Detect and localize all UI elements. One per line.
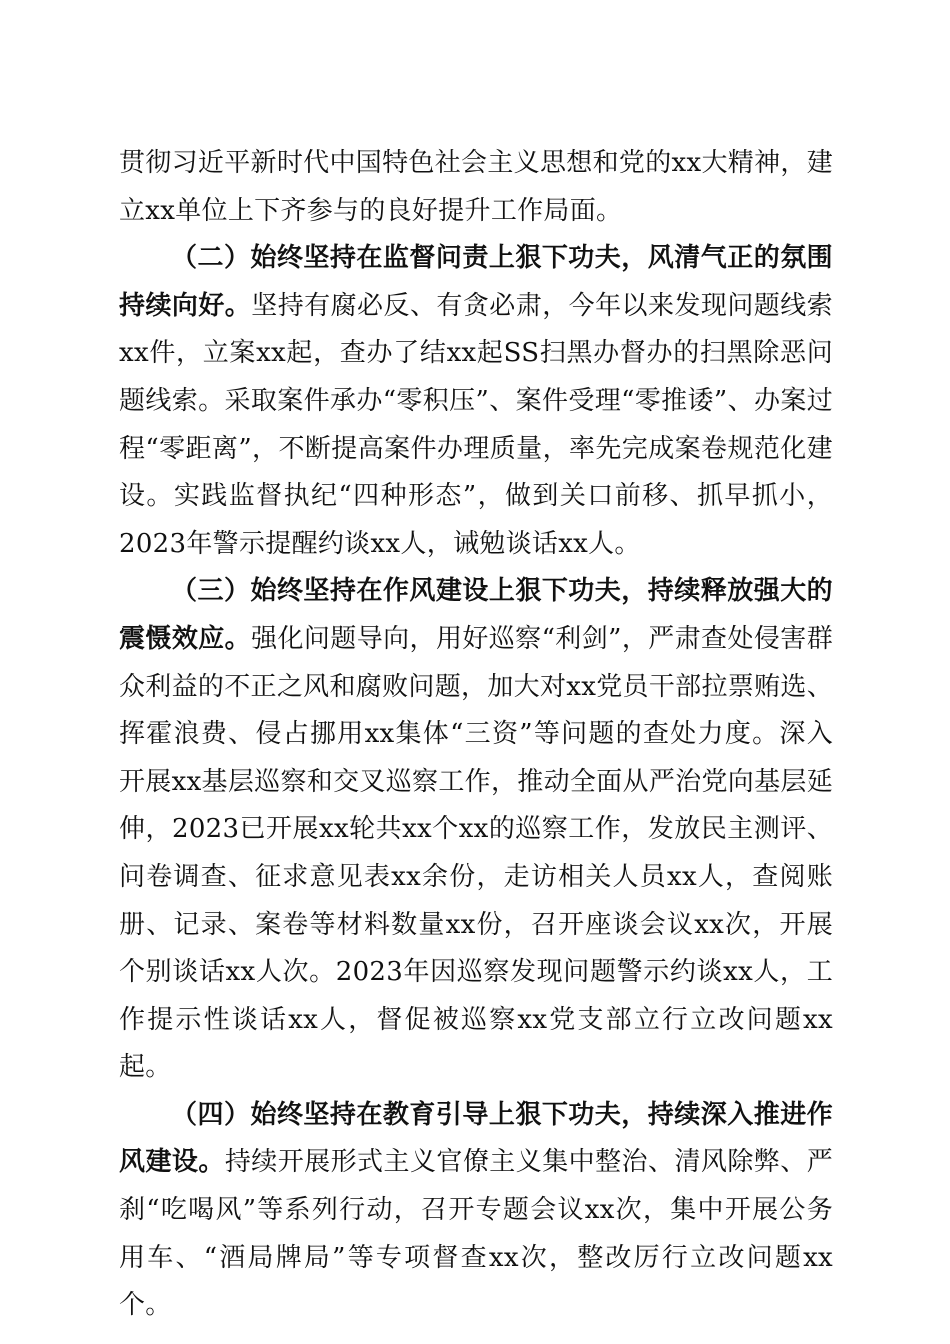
document-body <box>119 140 833 1330</box>
paragraph-section-3 <box>119 568 833 1092</box>
paragraph-continuation <box>119 140 833 235</box>
paragraph-text: 坚持有腐必反、有贪必肃，今年以来发现问题线索xx件，立案xx起，查办了结xx起SS扫黑办督办的扫黑除恶问题线索。采取案件承办“零积压”、案件受理“零推诿”、办案过程“零距离”，不断提高案件办理质量，率先完成案卷规范化建设。实践监督执纪“四种形态”，做到关口前移、抓早抓小，2023年警示提醒约谈xx人，诫勉谈话xx人。 <box>119 290 833 559</box>
paragraph-section-2 <box>119 235 833 568</box>
paragraph-text: 持续开展形式主义官僚主义集中整治、清风除弊、严刹“吃喝风”等系列行动，召开专题会议xx次，集中开展公务用车、“酒局牌局”等专项督查xx次，整改厉行立改问题xx个。 <box>119 1147 834 1321</box>
paragraph-heading: （三）始终坚持在作风建设上狠下功夫，持续释放强大的震慑效应。 <box>119 576 833 654</box>
paragraph-section-4 <box>119 1092 833 1330</box>
paragraph-heading: （四）始终坚持在教育引导上狠下功夫，持续深入推进作风建设。 <box>119 1099 833 1178</box>
paragraph-heading: （二）始终坚持在监督问责上狠下功夫，风清气正的氛围持续向好。 <box>119 243 833 321</box>
paragraph-text: 贯彻习近平新时代中国特色社会主义思想和党的xx大精神，建立xx单位上下齐参与的良好提升工作局面。 <box>119 148 833 226</box>
paragraph-text: 强化问题导向，用好巡察“利剑”，严肃查处侵害群众利益的不正之风和腐败问题，加大对xx党员干部拉票贿选、挥霍浪费、侵占挪用xx集体“三资”等问题的查处力度。深入开展xx基层巡察和交叉巡察工作，推动全面从严治党向基层延伸，2023已开展xx轮共xx个xx的巡察工作，发放民主测评、问卷调查、征求意见表xx余份，走访相关人员xx人，查阅账册、记录、案卷等材料数量xx份，召开座谈会议xx次，开展个别谈话xx人次。2023年因巡察发现问题警示约谈xx人，工作提示性谈话xx人，督促被巡察xx党支部立行立改问题xx起。 <box>119 623 833 1083</box>
